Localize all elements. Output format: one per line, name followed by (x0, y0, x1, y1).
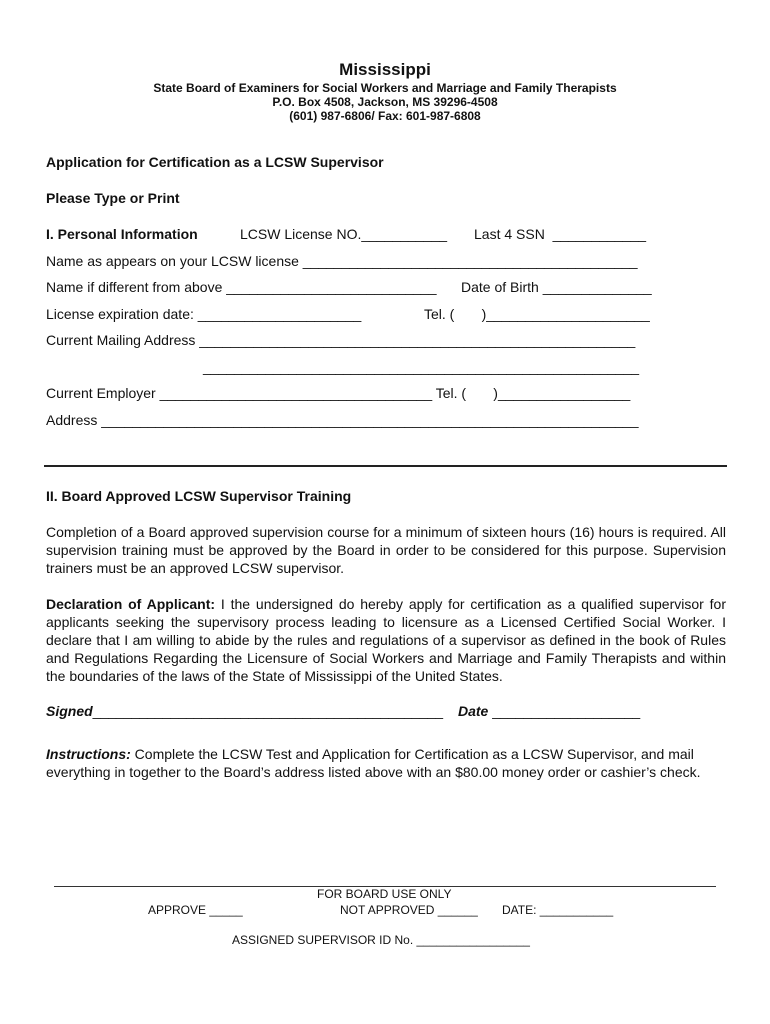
license-number-field[interactable]: LCSW License NO.___________ (240, 226, 448, 242)
board-name: State Board of Examiners for Social Workers and Marriage and Family Therapists (153, 81, 617, 95)
mailing-address-line2[interactable]: ________________________________________________________ (203, 359, 640, 375)
dob-field[interactable]: Date of Birth ______________ (461, 279, 652, 295)
signature-line[interactable]: _____________________________________________ (92, 703, 444, 719)
board-use-title: FOR BOARD USE ONLY (317, 887, 452, 901)
telephone-field[interactable]: Tel. ( )_____________________ (424, 306, 650, 322)
section-divider (44, 465, 727, 467)
employer-field[interactable]: Current Employer ___________________________________ Tel. ( )_________________ (46, 385, 631, 401)
declaration-paragraph (46, 595, 726, 685)
license-expiration-field[interactable]: License expiration date: _____________________ (46, 306, 362, 322)
section1-heading: I. Personal Information (46, 226, 198, 242)
board-date-field[interactable]: DATE: ___________ (502, 903, 614, 917)
instructions-label: Instructions: (46, 746, 131, 762)
signed-label: Signed (46, 703, 93, 719)
signature-row (46, 703, 443, 719)
employer-address-field[interactable]: Address _____________________________________________________________________ (46, 412, 639, 428)
date-line[interactable]: ___________________ (488, 703, 641, 719)
section2-heading: II. Board Approved LCSW Supervisor Training (46, 488, 352, 504)
declaration-text: I the undersigned do hereby apply for certification as a qualified supervisor for applicants seeking the supervisory process leading to licensure as a Licensed Certified Social Worker. I declare that I am willing to abide by the rules and regulations of a supervisor as defined in the book of Rules and Regulations Regarding the Licensure of Social Workers and Marriage and Family Therapists and within the boundaries of the laws of the State of Mississippi of the United States. (46, 596, 726, 684)
date-row (458, 703, 640, 719)
board-phone: (601) 987-6806/ Fax: 601-987-6808 (289, 109, 481, 123)
form-title: Application for Certification as a LCSW Supervisor (46, 154, 384, 170)
supervisor-id-field[interactable]: ASSIGNED SUPERVISOR ID No. _________________ (232, 933, 530, 947)
instructions-text: Complete the LCSW Test and Application for Certification as a LCSW Supervisor, and mail everything in together to the Board’s address listed above with an $80.00 money order or cashier’s check. (46, 746, 701, 780)
ssn-field[interactable]: Last 4 SSN ____________ (474, 226, 647, 242)
name-license-field[interactable]: Name as appears on your LCSW license ___________________________________________ (46, 253, 638, 269)
board-address: P.O. Box 4508, Jackson, MS 39296-4508 (272, 95, 498, 109)
instructions-paragraph (46, 745, 726, 781)
name-different-field[interactable]: Name if different from above ___________________________ (46, 279, 437, 295)
approve-field[interactable]: APPROVE _____ (148, 903, 243, 917)
mailing-address-field[interactable]: Current Mailing Address ________________________________________________________ (46, 332, 636, 348)
training-paragraph: Completion of a Board approved supervision course for a minimum of sixteen hours (16) hours is required. All supervision training must be approved by the Board in order to be considered for this purpose. Supervision trainers must be an approved LCSW supervisor. (46, 524, 726, 576)
date-label: Date (458, 703, 489, 719)
form-instruction: Please Type or Print (46, 190, 180, 206)
not-approved-field[interactable]: NOT APPROVED ______ (340, 903, 478, 917)
declaration-label: Declaration of Applicant: (46, 596, 216, 612)
state-title: Mississippi (339, 60, 431, 79)
